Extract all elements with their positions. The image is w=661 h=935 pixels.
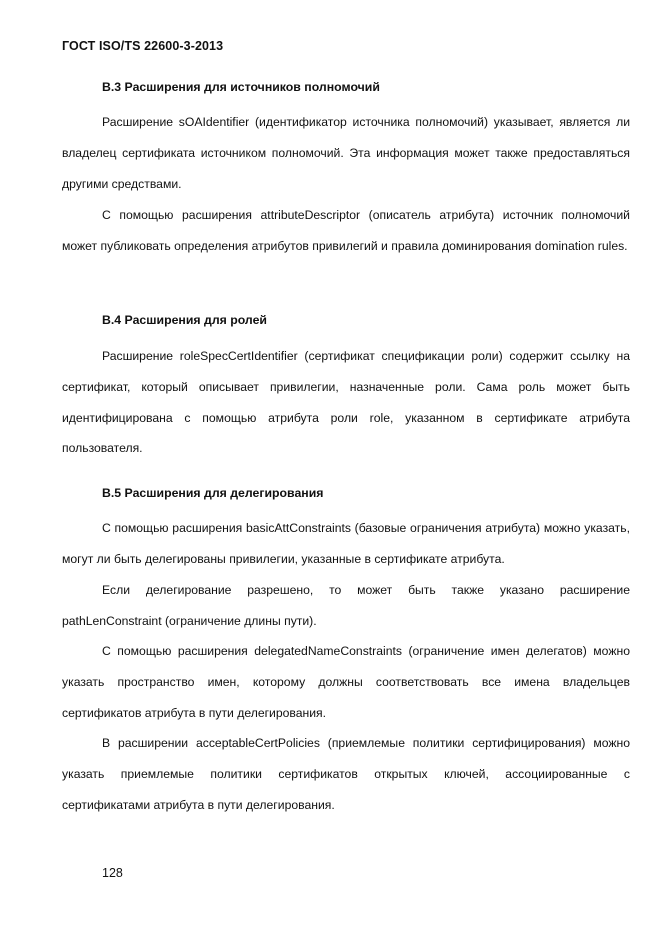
- paragraph-soa-identifier: Расширение sOAIdentifier (идентификатор источника полномочий) указывает, является ли владелец сертификата источником полномочий. Эта информация может также предоставляться другими средствами.: [62, 115, 630, 191]
- paragraph-basic-att-constraints: С помощью расширения basicAttConstraints (базовые ограничения атрибута) можно указать, могут ли быть делегированы привилегии, указанные в сертификате атрибута.: [62, 521, 630, 566]
- section-heading-b4: B.4 Расширения для ролей: [102, 313, 267, 327]
- section-heading-b3: B.3 Расширения для источников полномочий: [102, 80, 380, 94]
- paragraph-role-spec-cert: Расширение roleSpecCertIdentifier (сертификат спецификации роли) содержит ссылку на сертификат, который описывает привилегии, назначенные роли. Сама роль может быть идентифицирована с помощью атрибута роли role, указанном в сертификате атрибута пользователя.: [62, 349, 630, 456]
- paragraph-path-len-constraint: Если делегирование разрешено, то может быть также указано расширение pathLenConstraint (ограничение длины пути).: [62, 583, 630, 628]
- document-header: ГОСТ ISO/TS 22600-3-2013: [62, 39, 224, 53]
- paragraph-delegated-name-constraints: С помощью расширения delegatedNameConstraints (ограничение имен делегатов) можно указать пространство имен, которому должны соответствовать все имена владельцев сертификатов атрибута в пути делегирования.: [62, 644, 630, 720]
- paragraph-attribute-descriptor: С помощью расширения attributeDescriptor (описатель атрибута) источник полномочий может публиковать определения атрибутов привилегий и правила доминирования domination rules.: [62, 208, 630, 253]
- paragraph-acceptable-cert-policies: В расширении acceptableCertPolicies (приемлемые политики сертифицирования) можно указать приемлемые политики сертификатов открытых ключей, ассоциированные с сертификатами атрибута в пути делегирования.: [62, 736, 630, 812]
- page-number: 128: [102, 866, 123, 880]
- section-heading-b5: B.5 Расширения для делегирования: [102, 486, 324, 500]
